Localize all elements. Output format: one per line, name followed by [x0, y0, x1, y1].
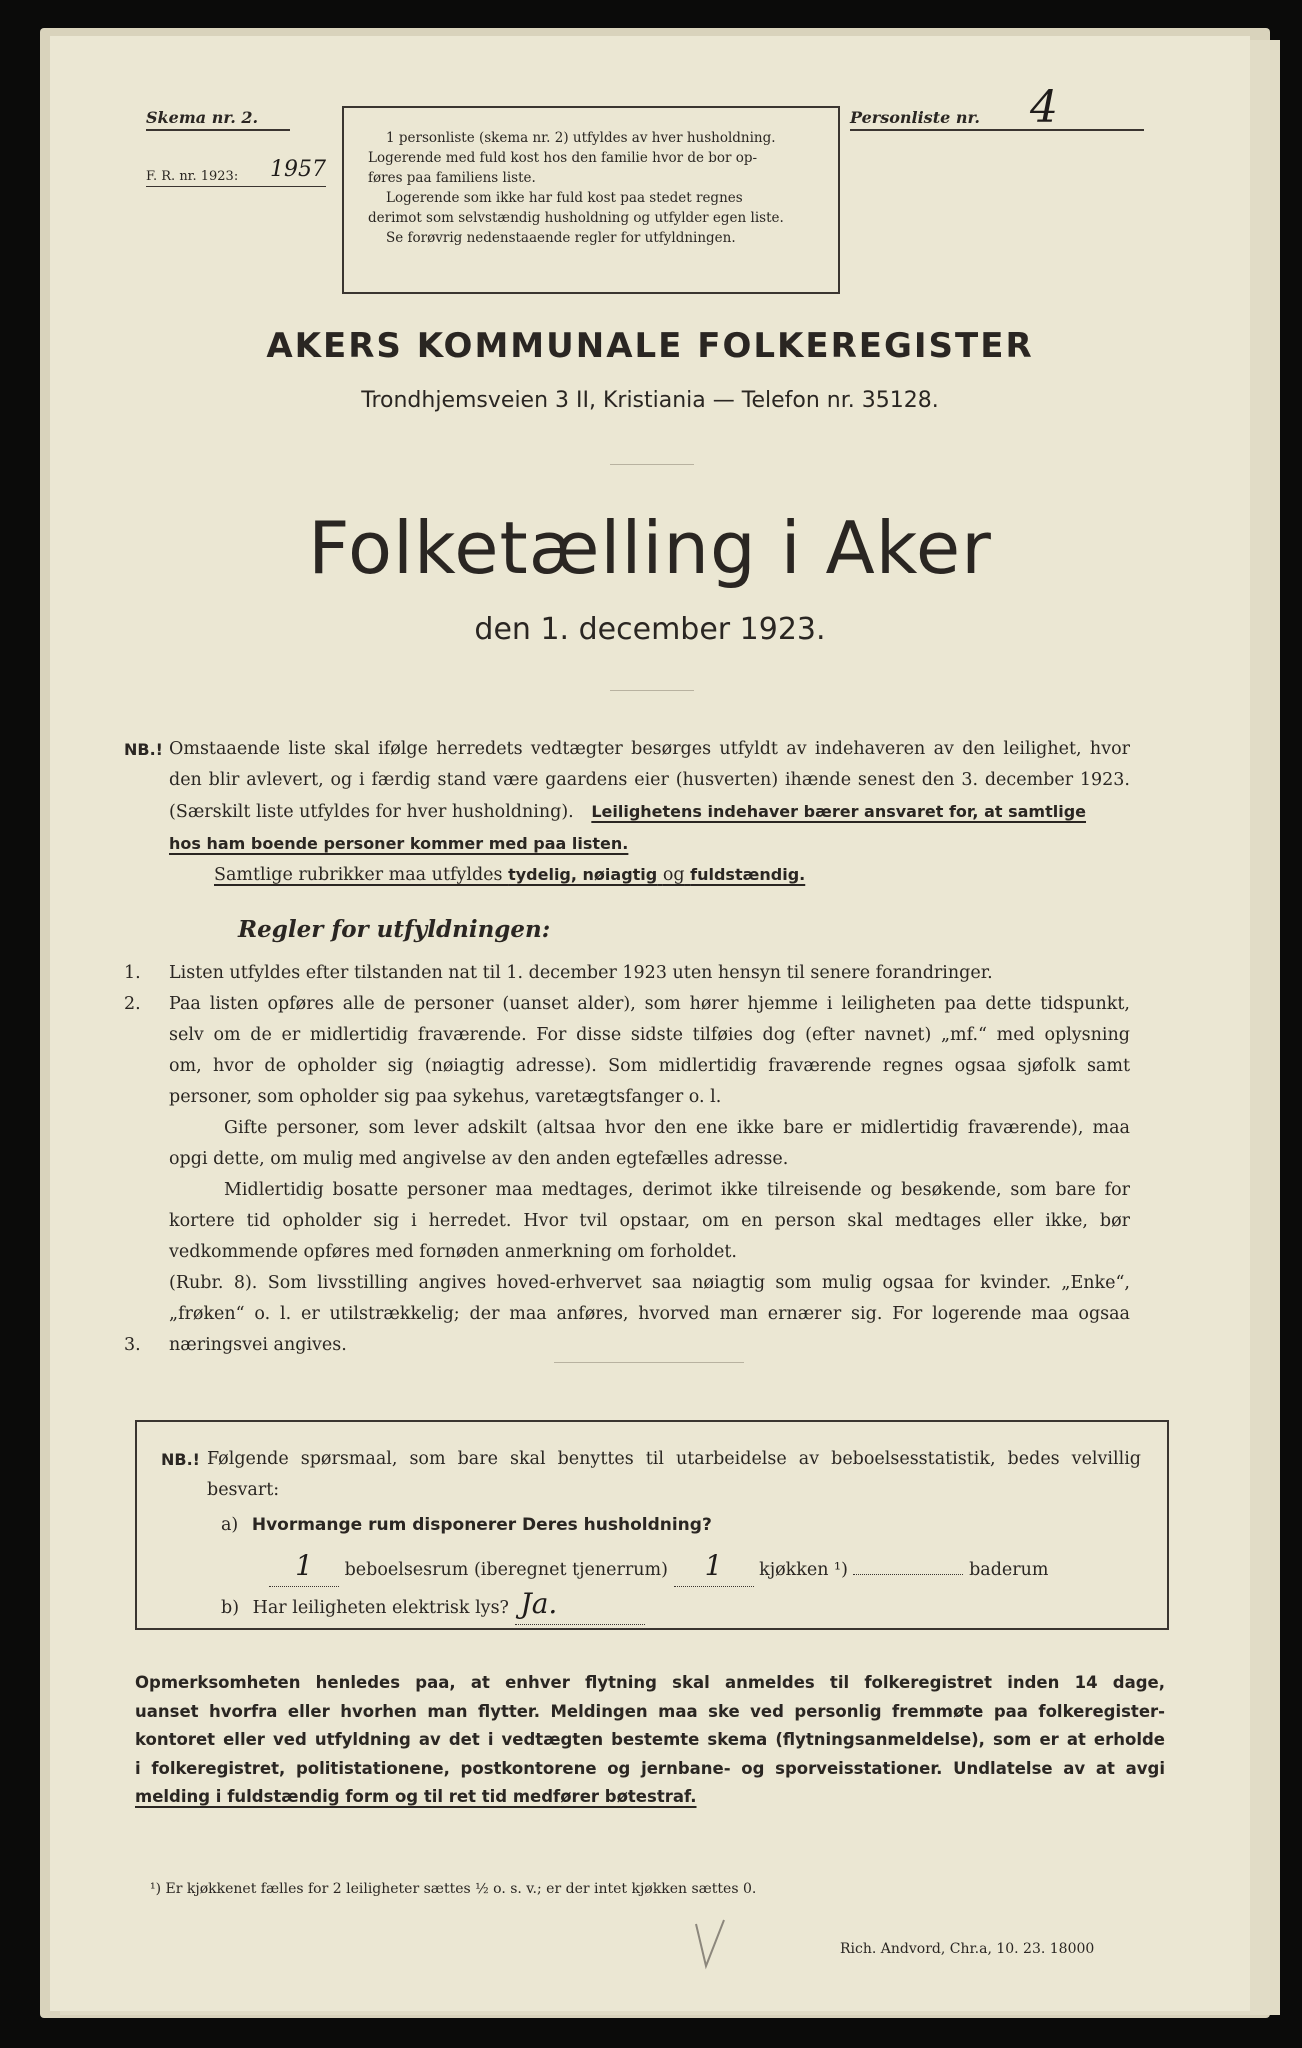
nb-bold: Leilighetens indehaver bærer ansvaret for, at samtlige — [591, 802, 1087, 821]
rules-list — [124, 958, 1130, 1361]
fr-value: 1957 — [270, 157, 326, 182]
check-mark-stroke — [696, 1920, 724, 1966]
census-date: den 1. december 1923. — [474, 612, 826, 647]
electric-answer: Ja. — [520, 1587, 558, 1620]
info-line: Logerende med fuld kost hos den familie hvor de bor op- — [368, 150, 758, 166]
rule-line: Paa listen opføres alle de personer (uanset alder), som hører hjemme i leiligheten paa dette tidspunkt, — [169, 994, 1130, 1014]
rule-line: næringsvei angives. — [169, 1335, 347, 1355]
notice-paragraph — [135, 1669, 1165, 1812]
question-b-label: b) — [221, 1598, 240, 1618]
nb-bold: tydelig, nøiagtig — [508, 865, 658, 884]
rule-line: Gifte personer, som lever adskilt (altsaa hvor den ene ikke bare er midlertidig fraværende), maa — [224, 1118, 1130, 1138]
rule-line: personer, som opholder sig paa sykehus, varetægtsfanger o. l. — [169, 1087, 722, 1107]
info-line: Logerende som ikke har fuld kost paa stedet regnes — [386, 190, 743, 206]
kitchen-field[interactable] — [674, 1549, 754, 1587]
housing-questions-box — [135, 1420, 1169, 1630]
info-line: 1 personliste (skema nr. 2) utfyldes av hver husholdning. — [386, 130, 776, 146]
electric-field[interactable] — [515, 1587, 645, 1625]
bath-label: baderum — [969, 1560, 1049, 1580]
personliste-label — [850, 82, 1144, 133]
personliste-value: 4 — [1030, 82, 1058, 133]
rule-line: (Rubr. 8). Som livsstilling angives hoved-erhvervet saa nøiagtig som mulig ogsaa for kvinder. „Enke“, — [169, 1273, 1130, 1293]
fr-label: F. R. nr. 1923: — [146, 169, 239, 184]
divider — [554, 1362, 744, 1363]
rule-line: Midlertidig bosatte personer maa medtages, derimot ikke tilreisende og besøkende, som bare for — [224, 1180, 1130, 1200]
rule-line: opgi dette, om mulig med angivelse av den anden egtefælles adresse. — [169, 1149, 789, 1169]
notice-line: melding i fuldstændig form og til ret tid medfører bøtestraf. — [135, 1787, 697, 1806]
nb-marker: NB.! — [124, 740, 163, 759]
nb-line: Omstaaende liste skal ifølge herredets vedtægter besørges utfyldt av indehaveren av den leilighet, hvor — [169, 739, 1130, 759]
rooms-field[interactable] — [269, 1549, 339, 1587]
rule-line: om, hvor de opholder sig (nøiagtig adresse). Som midlertidig fraværende regnes ogsaa sjøfolk samt — [169, 1056, 1130, 1076]
nb2-intro: besvart: — [207, 1480, 280, 1500]
rule-number: 3. — [124, 1335, 141, 1355]
info-line: Se forøvrig nedenstaaende regler for utfyldningen. — [386, 230, 736, 246]
nb-bold: fuldstændig. — [690, 865, 806, 884]
nb-line-text: Samtlige rubrikker maa utfyldes — [214, 865, 503, 885]
info-line: føres paa familiens liste. — [368, 170, 536, 186]
nb-line-text: og — [662, 865, 685, 885]
rooms-value: 1 — [295, 1549, 313, 1582]
kitchen-label: kjøkken ¹) — [759, 1560, 848, 1580]
divider — [610, 690, 694, 691]
rule-number: 2. — [124, 994, 141, 1014]
footnote: ¹) Er kjøkkenet fælles for 2 leiligheter sættes ½ o. s. v.; er der intet kjøkken sættes 0. — [150, 1881, 757, 1897]
notice-line: kontoret eller ved utfyldning av det i vedtægten bestemte skema (flytningsanmeldelse), som er at erholde — [135, 1730, 1165, 1749]
nb-line — [169, 796, 1130, 828]
registry-address: Trondhjemsveien 3 II, Kristiania — Telefon nr. 35128. — [361, 388, 939, 413]
skema-label: Skema nr. 2. — [146, 108, 290, 131]
bath-field[interactable] — [853, 1574, 963, 1575]
info-line: derimot som selvstændig husholdning og utfylder egen liste. — [368, 210, 784, 226]
notice-line: Opmerksomheten henledes paa, at enhver flytning skal anmeldes til folkeregistret inden 14 dage, — [135, 1673, 1165, 1692]
notice-line: uanset hvorfra eller hvorhen man flytter. Meldingen maa ske ved personlig fremmøte paa folkeregister- — [135, 1701, 1165, 1721]
room-counts — [269, 1549, 1141, 1587]
question-b-text: Har leiligheten elektrisk lys? — [252, 1598, 509, 1618]
notice-line: i folkeregistret, politistationene, postkontorene og jernbane- og sporveisstationer. Undlatelse av at avgi — [135, 1758, 1165, 1778]
registry-title: AKERS KOMMUNALE FOLKEREGISTER — [266, 326, 1034, 366]
check-mark — [690, 1916, 730, 1976]
rule-line: kortere tid opholder sig i herredet. Hvor tvil opstaar, om en person skal medtages eller ikke, bør — [169, 1211, 1130, 1231]
rooms-label: beboelsesrum (iberegnet tjenerrum) — [344, 1560, 668, 1580]
nb-line-last — [214, 859, 1130, 891]
nb-line: den blir avlevert, og i færdig stand være gaardens eier (husverten) ihænde senest den 3. december 1923. — [169, 770, 1130, 790]
main-title: Folketælling i Aker — [308, 506, 992, 590]
rule-line: Listen utfyldes efter tilstanden nat til 1. december 1923 uten hensyn til senere forandringer. — [169, 963, 993, 983]
personliste-label-text: Personliste nr. — [850, 108, 980, 127]
rule-line: „frøken“ o. l. er utilstrækkelig; der maa anføres, hvorved man ernærer sig. For logerende maa ogsaa — [169, 1304, 1130, 1324]
question-a-label: a) — [221, 1515, 239, 1535]
question-a — [221, 1510, 1141, 1541]
question-b — [221, 1587, 1141, 1625]
rule-line: selv om de er midlertidig fraværende. For disse sidste tilføies dog (efter navnet) „mf.“ med oplysning — [169, 1025, 1130, 1045]
nb-line-text: (Særskilt liste utfyldes for hver husholdning). — [169, 802, 574, 822]
nb2-marker: NB.! — [161, 1450, 200, 1469]
rules-heading: Regler for utfyldningen: — [238, 916, 551, 943]
kitchen-value: 1 — [704, 1549, 723, 1582]
instructions-box — [342, 106, 840, 294]
printer-imprint: Rich. Andvord, Chr.a, 10. 23. 18000 — [840, 1941, 1095, 1957]
divider — [610, 464, 694, 465]
nb-paragraph — [124, 734, 1130, 891]
fr-number — [146, 157, 326, 187]
rule-line: vedkommende opføres med fornøden anmerkning om forholdet. — [169, 1242, 737, 1262]
nb2-intro: Følgende spørsmaal, som bare skal benyttes til utarbeidelse av beboelsesstatistik, bedes velvillig — [207, 1449, 1141, 1469]
nb-bold-line: hos ham boende personer kommer med paa listen. — [169, 834, 629, 853]
question-a-text: Hvormange rum disponerer Deres husholdning? — [251, 1515, 712, 1535]
rule-number: 1. — [124, 963, 141, 983]
census-form — [50, 36, 1250, 2011]
